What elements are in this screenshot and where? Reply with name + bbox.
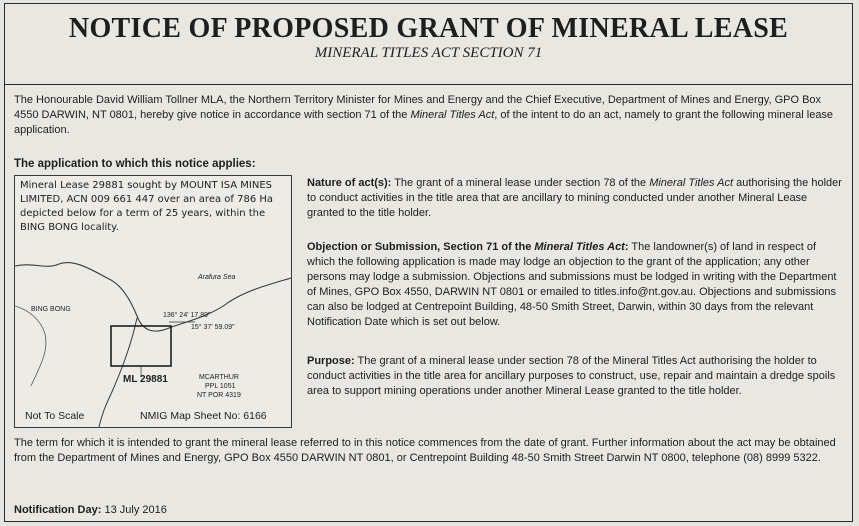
- nature-text-2: authorising the holder to conduct activities in the title area that are ancillary to mining conducted under another Mineral Lease granted to the title holder.: [307, 177, 842, 219]
- intro-paragraph: [14, 93, 844, 138]
- term-paragraph: The term for which it is intended to grant the mineral lease referred to in this notice commences from the date of grant. Further information about the act may be obtained from the Department of Mines and Energy, GPO Box 4550 DARWIN NT 0801, or Centrepoint Building 48-50 Smith Street Darwin NT 0800, telephone (08) 8999 5322.: [14, 437, 836, 464]
- lease-location-map: [15, 236, 291, 427]
- lease-label: ML 29881: [123, 374, 168, 385]
- notification-day: [14, 504, 167, 516]
- intro-text-1: The Honourable David William Tollner MLA, the Northern Territory Minister for Mines and Energy and the Chief Executive, Department of Mines and Energy, GPO Box 4550 DARWIN, NT 0801, hereby give notice in accordance with section 71 of the: [14, 94, 822, 121]
- notification-date: 13 July 2016: [101, 504, 167, 516]
- objection-label: Objection or Submission, Section 71 of the: [307, 241, 535, 253]
- nature-text-1: The grant of a mineral lease under section 78 of the: [391, 177, 650, 189]
- notice-subtitle: MINERAL TITLES ACT SECTION 71: [314, 45, 543, 61]
- coastline: [15, 263, 291, 332]
- objection-act-name: Mineral Titles Act: [534, 241, 625, 253]
- objection-section: [307, 240, 844, 330]
- mcarthur-label-2: PPL 1051: [205, 383, 236, 390]
- nature-act-name: Mineral Titles Act: [649, 177, 734, 189]
- map-sheet-number: NMIG Map Sheet No: 6166: [140, 410, 267, 422]
- notice-title: NOTICE OF PROPOSED GRANT OF MINERAL LEASE: [68, 13, 789, 44]
- notification-label: Notification Day:: [14, 504, 102, 516]
- mcarthur-label-1: MCARTHUR: [199, 374, 239, 381]
- intro-text-2: , of the intent to do an act, namely to grant the following mineral lease application.: [14, 109, 834, 136]
- coord-latitude: 15° 37' 59.09": [191, 324, 235, 331]
- purpose-text: The grant of a mineral lease under section 78 of the Mineral Titles Act authorising the holder to conduct activities in the title area for ancillary purposes to construct, use, repair and maintain a dredge spoils area to support mining operations under another Mineral Lease granted to the title holder.: [307, 355, 836, 397]
- notice-header: [5, 4, 852, 85]
- application-description: Mineral Lease 29881 sought by MOUNT ISA MINES LIMITED, ACN 009 661 447 over an area of 786 Ha depicted below for a term of 25 years, within the BING BONG locality.: [20, 180, 274, 233]
- scale-note: Not To Scale: [25, 410, 85, 422]
- intro-act-name: Mineral Titles Act: [410, 109, 495, 121]
- objection-label-end: :: [624, 241, 629, 253]
- coord-longitude: 136° 24' 17.89": [163, 312, 211, 319]
- lease-area-rect: [111, 326, 171, 366]
- place-label: BING BONG: [31, 306, 71, 313]
- nature-label: Nature of act(s):: [307, 177, 392, 189]
- mcarthur-label-3: NT POR 4319: [197, 392, 241, 399]
- purpose-label: Purpose:: [307, 355, 355, 367]
- nature-of-acts: [307, 176, 844, 221]
- purpose-section: [307, 354, 844, 399]
- application-heading: The application to which this notice applies:: [14, 158, 256, 170]
- inlet: [15, 306, 46, 386]
- notice-panel: [4, 3, 853, 522]
- application-box: [14, 175, 292, 428]
- objection-text: The landowner(s) of land in respect of which the following application is made may lodge an objection to the grant of the application; any other persons may lodge a submission. Objections and submissions must be lodged in writing with the Department of Mines, GPO Box 4550, DARWIN NT 0801 or emailed to titles.info@nt.gov.au. Objections and submissions can also be lodged at Centrepoint Building, 48-50 Smith Street, Darwin, within 30 days from the relevant Notification Date which is set out below.: [307, 241, 837, 328]
- sea-label: Arafura Sea: [198, 274, 236, 281]
- river: [99, 318, 137, 427]
